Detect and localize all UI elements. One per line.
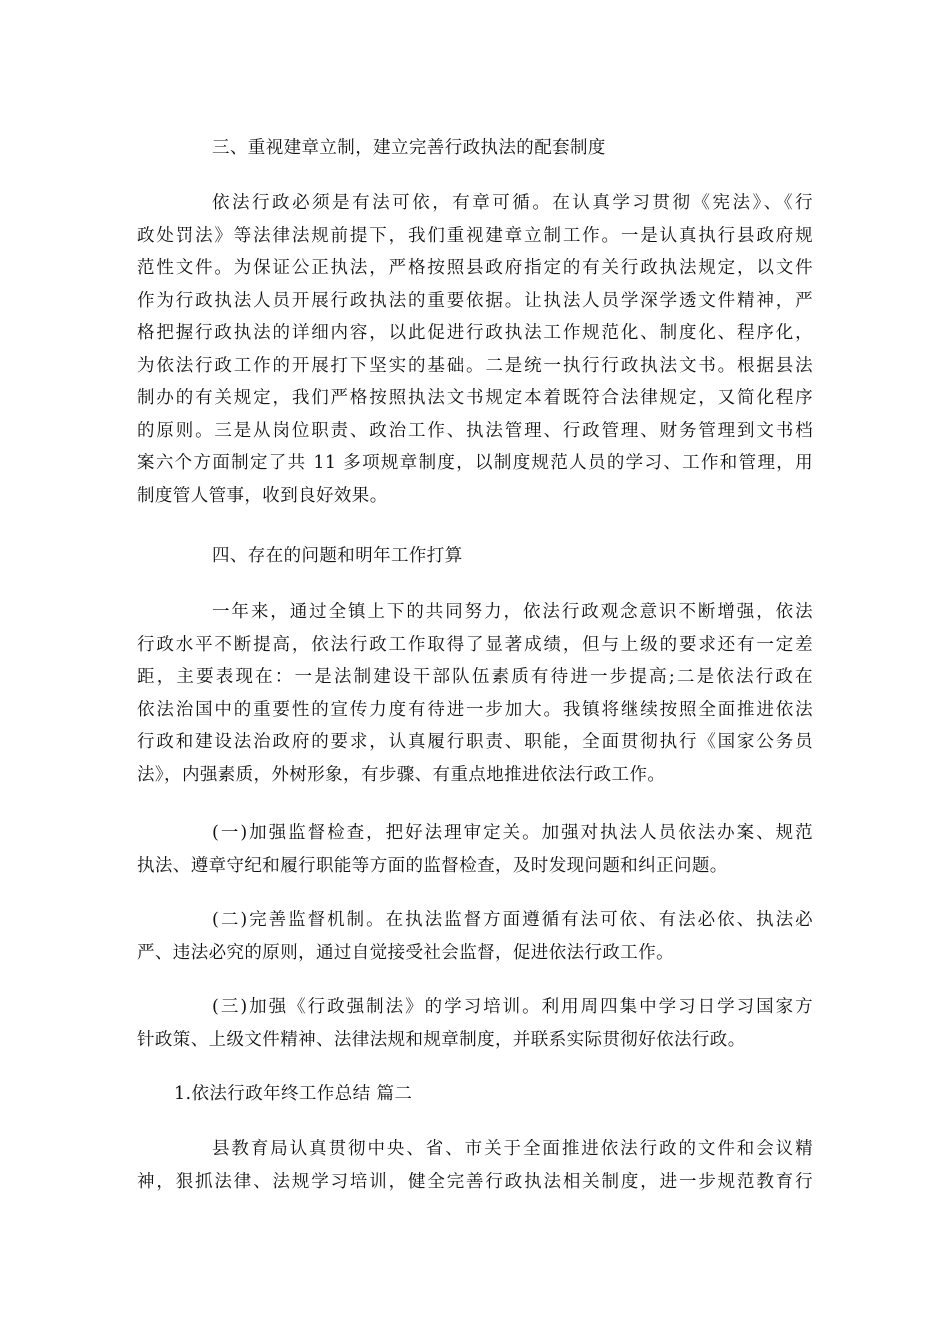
- paragraph-line: 制办的有关规定，我们严格按照执法文书规定本着既符合法律规定，又简化程序: [137, 388, 813, 408]
- paragraph-line: 执法、遵章守纪和履行职能等方面的监督检查，及时发现问题和纠正问题。: [137, 855, 728, 876]
- section-heading-3: 三、重视建章立制，建立完善行政执法的配套制度: [212, 138, 606, 158]
- paragraph-line: 依法治国中的重要性的宣传力度有待进一步加大。我镇将继续按照全面推进依法: [137, 699, 813, 720]
- paragraph-line: 为依法行政工作的开展打下坚实的基础。二是统一执行行政执法文书。根据县法: [137, 355, 813, 376]
- paragraph-item-3: [137, 991, 813, 1056]
- section-heading-4: 四、存在的问题和明年工作打算: [212, 546, 463, 566]
- paragraph-part-2: [137, 1133, 813, 1198]
- paragraph-line: 格把握行政执法的详细内容，以此促进行政执法工作规范化、制度化、程序化，: [137, 323, 813, 343]
- paragraph-item-2: [137, 904, 813, 969]
- paragraph-line: 范性文件。为保证公正执法，严格按照县政府指定的有关行政执法规定，以文件: [137, 258, 813, 278]
- paragraph-line: 案六个方面制定了共 11 多项规章制度，以制度规范人员的学习、工作和管理，用: [137, 453, 813, 473]
- part-heading-2: 1.依法行政年终工作总结 篇二: [174, 1084, 413, 1104]
- paragraph-line: (三)加强《行政强制法》的学习培训。利用周四集中学习日学习国家方: [212, 997, 813, 1017]
- paragraph-line: 制度管人管事，收到良好效果。: [137, 485, 388, 506]
- paragraph-line: 的原则。三是从岗位职责、政治工作、执法管理、行政管理、财务管理到文书档: [137, 420, 813, 441]
- paragraph-section-4: [137, 596, 813, 791]
- paragraph-line: (一)加强监督检查，把好法理审定关。加强对执法人员依法办案、规范: [212, 823, 813, 843]
- paragraph-line: 政处罚法》等法律法规前提下，我们重视建章立制工作。一是认真执行县政府规: [137, 225, 813, 246]
- paragraph-line: 县教育局认真贯彻中央、省、市关于全面推进依法行政的文件和会议精: [212, 1139, 813, 1159]
- paragraph-section-3: [137, 187, 813, 512]
- paragraph-line: 行政水平不断提高，依法行政工作取得了显著成绩，但与上级的要求还有一定差: [137, 634, 813, 655]
- paragraph-line: 距，主要表现在：一是法制建设干部队伍素质有待进一步提高;二是依法行政在: [137, 667, 813, 687]
- paragraph-line: (二)完善监督机制。在执法监督方面遵循有法可依、有法必依、执法必: [212, 910, 813, 930]
- paragraph-line: 作为行政执法人员开展行政执法的重要依据。让执法人员学深学透文件精神，严: [137, 290, 813, 311]
- paragraph-line: 行政和建设法治政府的要求，认真履行职责、职能，全面贯彻执行《国家公务员: [137, 732, 813, 752]
- paragraph-item-1: [137, 817, 813, 882]
- paragraph-line: 严、违法必究的原则，通过自觉接受社会监督，促进依法行政工作。: [137, 942, 674, 963]
- paragraph-line: 神，狠抓法律、法规学习培训，健全完善行政执法相关制度，进一步规范教育行: [137, 1171, 813, 1192]
- paragraph-line: 一年来，通过全镇上下的共同努力，依法行政观念意识不断增强，依法: [212, 602, 813, 622]
- paragraph-line: 法》，内强素质，外树形象，有步骤、有重点地推进依法行政工作。: [137, 764, 666, 785]
- paragraph-line: 依法行政必须是有法可依，有章可循。在认真学习贯彻《宪法》、《行: [212, 193, 813, 213]
- paragraph-line: 针政策、上级文件精神、法律法规和规章制度，并联系实际贯彻好依法行政。: [137, 1029, 746, 1050]
